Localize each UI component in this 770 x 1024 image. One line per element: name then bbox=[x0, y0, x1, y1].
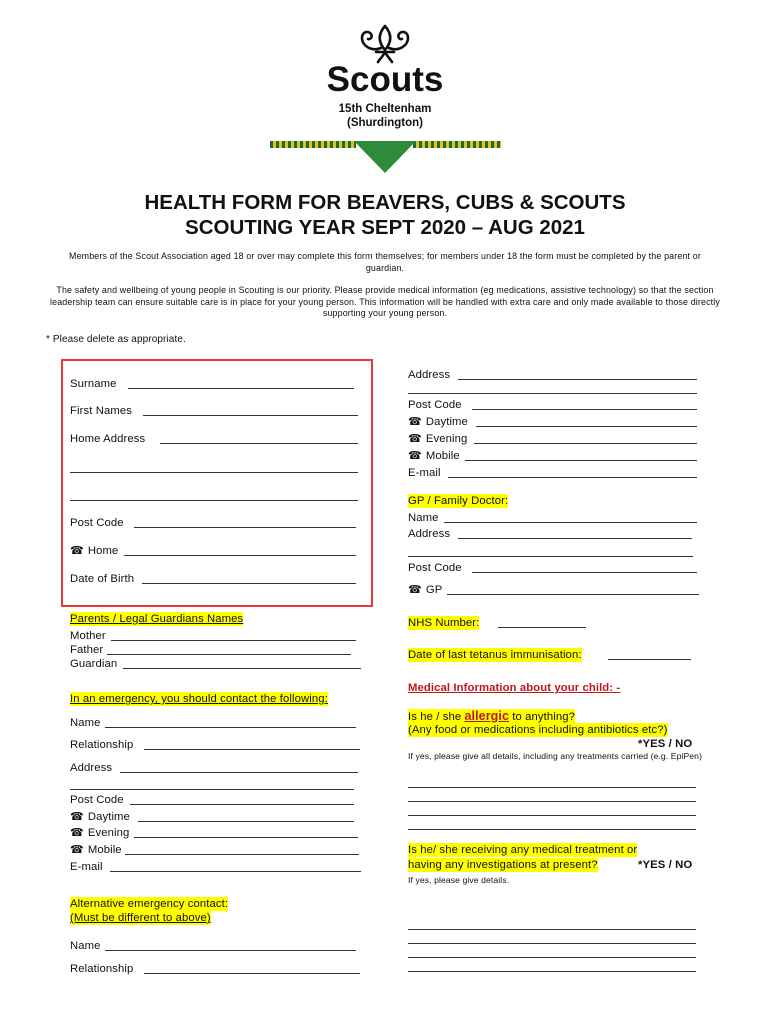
evening-label-right: ☎ Evening bbox=[408, 433, 468, 445]
stripe-right bbox=[413, 141, 501, 148]
allergic-details-field-4[interactable] bbox=[408, 829, 696, 830]
gp-address-field-2[interactable] bbox=[408, 556, 693, 557]
emergency-post-code-label: Post Code bbox=[70, 794, 124, 806]
telephone-icon: ☎ bbox=[408, 584, 422, 596]
gp-post-code-field[interactable] bbox=[472, 572, 697, 573]
home-address-label: Home Address bbox=[70, 433, 146, 445]
alt-emergency-relationship-label: Relationship bbox=[70, 963, 134, 975]
allergic-details-note: If yes, please give all details, including any treatments carried (e.g. EpiPen) bbox=[408, 751, 703, 761]
emergency-mobile-field[interactable] bbox=[125, 854, 359, 855]
emergency-relationship-label: Relationship bbox=[70, 739, 134, 751]
emergency-heading: In an emergency, you should contact the following: bbox=[70, 693, 328, 705]
home-address-field-2[interactable] bbox=[70, 472, 358, 473]
telephone-icon: ☎ bbox=[70, 811, 84, 823]
dob-field[interactable] bbox=[142, 583, 356, 584]
treatment-details-note: If yes, please give details. bbox=[408, 875, 510, 885]
telephone-icon: ☎ bbox=[70, 844, 84, 856]
home-address-field-3[interactable] bbox=[70, 500, 358, 501]
home-address-field-1[interactable] bbox=[160, 443, 358, 444]
fleur-de-lis-icon bbox=[356, 22, 414, 64]
alt-emergency-subheading: (Must be different to above) bbox=[70, 912, 211, 924]
post-code-field[interactable] bbox=[134, 527, 356, 528]
mother-label: Mother bbox=[70, 630, 106, 642]
guardian-field[interactable] bbox=[123, 668, 361, 669]
medical-heading: Medical Information about your child: - bbox=[408, 682, 621, 694]
delete-note: * Please delete as appropriate. bbox=[46, 334, 186, 345]
treatment-yes-no[interactable]: *YES / NO bbox=[638, 859, 693, 871]
telephone-icon: ☎ bbox=[408, 416, 422, 428]
father-field[interactable] bbox=[107, 654, 351, 655]
emergency-relationship-field[interactable] bbox=[144, 749, 360, 750]
guardian-label: Guardian bbox=[70, 658, 118, 670]
emergency-name-label: Name bbox=[70, 717, 101, 729]
emergency-email-label: E-mail bbox=[70, 861, 103, 873]
telephone-icon: ☎ bbox=[408, 450, 422, 462]
first-names-label: First Names bbox=[70, 405, 132, 417]
stripe-left bbox=[270, 141, 356, 148]
gp-phone-field[interactable] bbox=[447, 594, 699, 595]
father-label: Father bbox=[70, 644, 104, 656]
emergency-address-field-2[interactable] bbox=[70, 789, 354, 790]
form-title-line1: HEALTH FORM FOR BEAVERS, CUBS & SCOUTS bbox=[144, 191, 626, 214]
nhs-number-field[interactable] bbox=[498, 627, 586, 628]
allergic-details-field-1[interactable] bbox=[408, 787, 696, 788]
emergency-evening-label: ☎ Evening bbox=[70, 827, 130, 839]
mobile-label-right: ☎ Mobile bbox=[408, 450, 460, 462]
post-code-label-right: Post Code bbox=[408, 399, 462, 411]
gp-heading: GP / Family Doctor: bbox=[408, 495, 509, 507]
gp-name-label: Name bbox=[408, 512, 439, 524]
emergency-daytime-label: ☎ Daytime bbox=[70, 811, 130, 823]
alt-emergency-relationship-field[interactable] bbox=[144, 973, 360, 974]
evening-field-right[interactable] bbox=[474, 443, 697, 444]
allergic-yes-no[interactable]: *YES / NO bbox=[638, 738, 693, 750]
email-field-right[interactable] bbox=[448, 477, 697, 478]
mother-field[interactable] bbox=[111, 640, 356, 641]
emergency-name-field[interactable] bbox=[105, 727, 356, 728]
guardians-heading: Parents / Legal Guardians Names bbox=[70, 613, 244, 625]
emergency-daytime-field[interactable] bbox=[138, 821, 354, 822]
intro-paragraph-1: Members of the Scout Association aged 18 or over may complete this form themselves; for members under 18 the form must be completed by the parent or guardian. bbox=[69, 251, 701, 273]
brand-wordmark: Scouts bbox=[326, 60, 444, 99]
treatment-details-field-2[interactable] bbox=[408, 943, 696, 944]
address-field-right-2[interactable] bbox=[408, 393, 697, 394]
emergency-address-label: Address bbox=[70, 762, 113, 774]
gp-name-field[interactable] bbox=[444, 522, 697, 523]
emergency-post-code-field[interactable] bbox=[130, 804, 354, 805]
daytime-label-right: ☎ Daytime bbox=[408, 416, 468, 428]
email-label-right: E-mail bbox=[408, 467, 441, 479]
treatment-details-field-3[interactable] bbox=[408, 957, 696, 958]
tetanus-field[interactable] bbox=[608, 659, 691, 660]
alt-emergency-heading: Alternative emergency contact: bbox=[70, 898, 229, 910]
home-phone-label: ☎ Home bbox=[70, 545, 119, 557]
post-code-label: Post Code bbox=[70, 517, 124, 529]
allergic-details-field-2[interactable] bbox=[408, 801, 696, 802]
address-field-right-1[interactable] bbox=[458, 379, 697, 380]
allergic-subquestion: (Any food or medications including antibiotics etc?) bbox=[408, 724, 668, 736]
group-name-line1: 15th Cheltenham bbox=[338, 103, 432, 115]
home-phone-field[interactable] bbox=[124, 555, 356, 556]
form-title-line2: SCOUTING YEAR SEPT 2020 – AUG 2021 bbox=[185, 216, 585, 239]
alt-emergency-name-label: Name bbox=[70, 940, 101, 952]
post-code-field-right[interactable] bbox=[472, 409, 697, 410]
dob-label: Date of Birth bbox=[70, 573, 135, 585]
allergic-details-field-3[interactable] bbox=[408, 815, 696, 816]
address-label-right: Address bbox=[408, 369, 451, 381]
telephone-icon: ☎ bbox=[70, 827, 84, 839]
alt-emergency-name-field[interactable] bbox=[105, 950, 356, 951]
first-names-field[interactable] bbox=[143, 415, 358, 416]
treatment-details-field-4[interactable] bbox=[408, 971, 696, 972]
group-name-line2: (Shurdington) bbox=[346, 117, 423, 129]
daytime-field-right[interactable] bbox=[476, 426, 697, 427]
mobile-field-right[interactable] bbox=[465, 460, 697, 461]
emergency-mobile-label: ☎ Mobile bbox=[70, 844, 122, 856]
telephone-icon: ☎ bbox=[70, 545, 84, 557]
nhs-number-label: NHS Number: bbox=[408, 617, 480, 629]
treatment-question-line1: Is he/ she receiving any medical treatment or bbox=[408, 844, 638, 856]
treatment-question-line2: having any investigations at present? bbox=[408, 859, 598, 871]
member-details-box bbox=[61, 359, 373, 607]
allergic-question: Is he / she allergic to anything? bbox=[408, 709, 576, 723]
intro-paragraph-2: The safety and wellbeing of young people in Scouting is our priority. Please provide medical information (eg medications, assistive technology) so that the section leadership team can ensure suitable care is in place for your young person. This information will be handled with extra care and only made available to those directly supporting your young person. bbox=[50, 285, 721, 318]
scouts-logo bbox=[0, 0, 770, 180]
treatment-details-field-1[interactable] bbox=[408, 929, 696, 930]
gp-address-label: Address bbox=[408, 528, 451, 540]
telephone-icon: ☎ bbox=[408, 433, 422, 445]
gp-post-code-label: Post Code bbox=[408, 562, 462, 574]
tetanus-label: Date of last tetanus immunisation: bbox=[408, 649, 582, 661]
gp-address-field-1[interactable] bbox=[458, 538, 692, 539]
green-triangle bbox=[354, 141, 416, 173]
surname-label: Surname bbox=[70, 378, 117, 390]
surname-field[interactable] bbox=[128, 388, 354, 389]
emergency-evening-field[interactable] bbox=[134, 837, 358, 838]
emergency-email-field[interactable] bbox=[110, 871, 361, 872]
emergency-address-field-1[interactable] bbox=[120, 772, 358, 773]
gp-phone-label: ☎ GP bbox=[408, 584, 443, 596]
